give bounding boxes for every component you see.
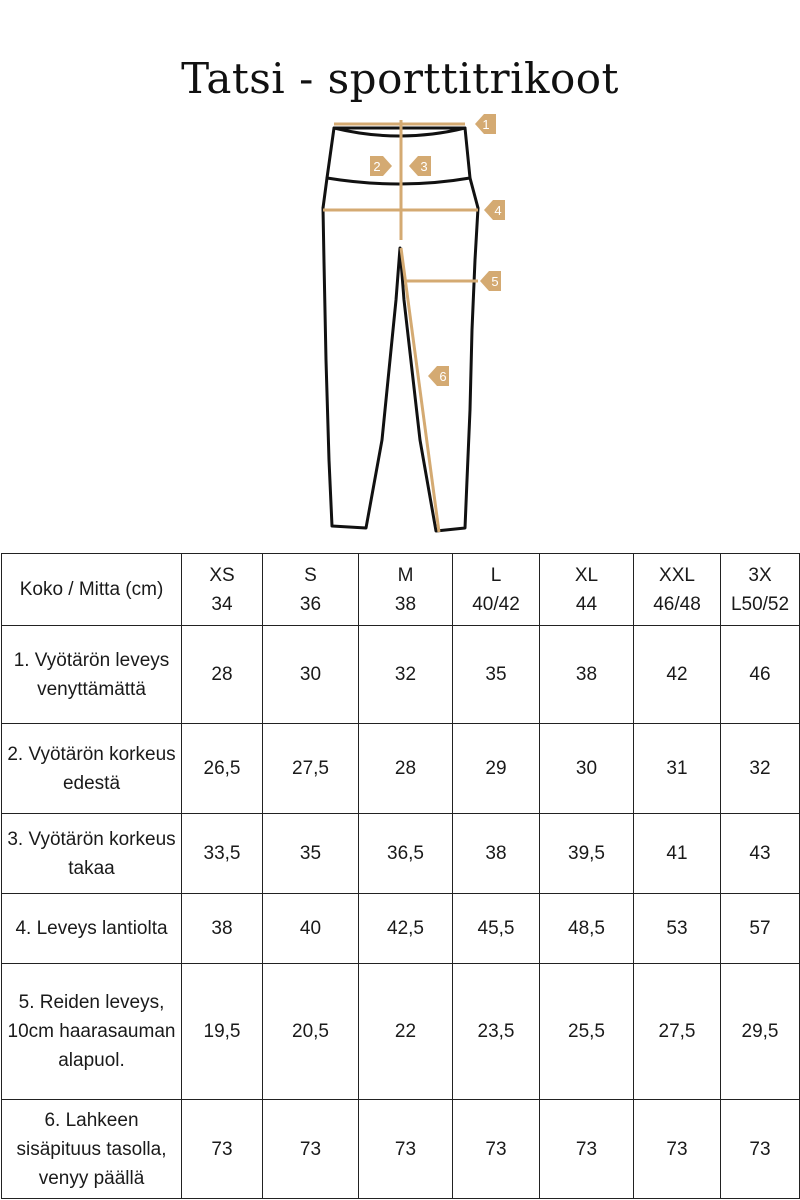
table-cell: 73 <box>359 1100 453 1199</box>
table-cell: 31 <box>634 724 721 814</box>
table-cell: 22 <box>359 964 453 1100</box>
marker-3-icon <box>409 156 431 176</box>
marker-5-icon <box>480 271 501 291</box>
table-cell: 73 <box>634 1100 721 1199</box>
row-label: 4. Leveys lantiolta <box>2 894 182 964</box>
table-cell: 38 <box>540 626 634 724</box>
table-row <box>2 964 800 1100</box>
size-header-xl: XL 44 <box>540 554 634 626</box>
table-cell: 57 <box>721 894 800 964</box>
size-chart-table <box>1 553 800 1199</box>
table-cell: 33,5 <box>182 814 263 894</box>
marker-1-icon <box>475 114 496 134</box>
table-row <box>2 1100 800 1199</box>
table-cell: 29,5 <box>721 964 800 1100</box>
table-cell: 73 <box>540 1100 634 1199</box>
table-cell: 36,5 <box>359 814 453 894</box>
corner-cell: Koko / Mitta (cm) <box>2 554 182 626</box>
table-cell: 27,5 <box>263 724 359 814</box>
table-cell: 73 <box>721 1100 800 1199</box>
table-cell: 25,5 <box>540 964 634 1100</box>
table-cell: 30 <box>263 626 359 724</box>
page-title: Tatsi - sporttitrikoot <box>181 54 619 103</box>
size-header-l: L 40/42 <box>453 554 540 626</box>
table-row <box>2 724 800 814</box>
table-cell: 32 <box>359 626 453 724</box>
table-cell: 73 <box>263 1100 359 1199</box>
table-cell: 38 <box>182 894 263 964</box>
size-header-xs: XS 34 <box>182 554 263 626</box>
size-header-m: M 38 <box>359 554 453 626</box>
table-cell: 20,5 <box>263 964 359 1100</box>
table-row <box>2 894 800 964</box>
svg-text:6: 6 <box>439 369 447 384</box>
table-cell: 40 <box>263 894 359 964</box>
marker-2-icon <box>370 156 392 176</box>
table-cell: 38 <box>453 814 540 894</box>
table-cell: 43 <box>721 814 800 894</box>
table-cell: 42,5 <box>359 894 453 964</box>
table-cell: 23,5 <box>453 964 540 1100</box>
table-cell: 42 <box>634 626 721 724</box>
svg-text:5: 5 <box>491 274 499 289</box>
table-cell: 35 <box>453 626 540 724</box>
table-row <box>2 626 800 724</box>
size-header-row <box>2 554 800 626</box>
table-cell: 41 <box>634 814 721 894</box>
table-cell: 73 <box>453 1100 540 1199</box>
table-cell: 28 <box>182 626 263 724</box>
table-cell: 29 <box>453 724 540 814</box>
svg-text:4: 4 <box>494 203 502 218</box>
row-label: 6. Lahkeen sisäpituus tasolla, venyy päällä <box>2 1100 182 1199</box>
svg-text:2: 2 <box>373 159 381 174</box>
row-label: 1. Vyötärön leveys venyttämättä <box>2 626 182 724</box>
table-cell: 46 <box>721 626 800 724</box>
table-cell: 27,5 <box>634 964 721 1100</box>
size-header-s: S 36 <box>263 554 359 626</box>
row-label: 3. Vyötärön korkeus takaa <box>2 814 182 894</box>
row-label: 5. Reiden leveys, 10cm haarasauman alapuol. <box>2 964 182 1100</box>
svg-text:1: 1 <box>482 117 490 132</box>
table-cell: 53 <box>634 894 721 964</box>
row-label: 2. Vyötärön korkeus edestä <box>2 724 182 814</box>
svg-text:3: 3 <box>420 159 428 174</box>
marker-6-icon <box>428 366 449 386</box>
table-cell: 30 <box>540 724 634 814</box>
table-cell: 19,5 <box>182 964 263 1100</box>
table-cell: 32 <box>721 724 800 814</box>
table-row <box>2 814 800 894</box>
size-header-3x: 3X L50/52 <box>721 554 800 626</box>
leggings-diagram <box>300 110 540 540</box>
table-cell: 73 <box>182 1100 263 1199</box>
table-cell: 26,5 <box>182 724 263 814</box>
table-cell: 35 <box>263 814 359 894</box>
size-header-xxl: XXL 46/48 <box>634 554 721 626</box>
table-cell: 28 <box>359 724 453 814</box>
marker-4-icon <box>484 200 505 220</box>
table-cell: 39,5 <box>540 814 634 894</box>
table-cell: 45,5 <box>453 894 540 964</box>
table-cell: 48,5 <box>540 894 634 964</box>
